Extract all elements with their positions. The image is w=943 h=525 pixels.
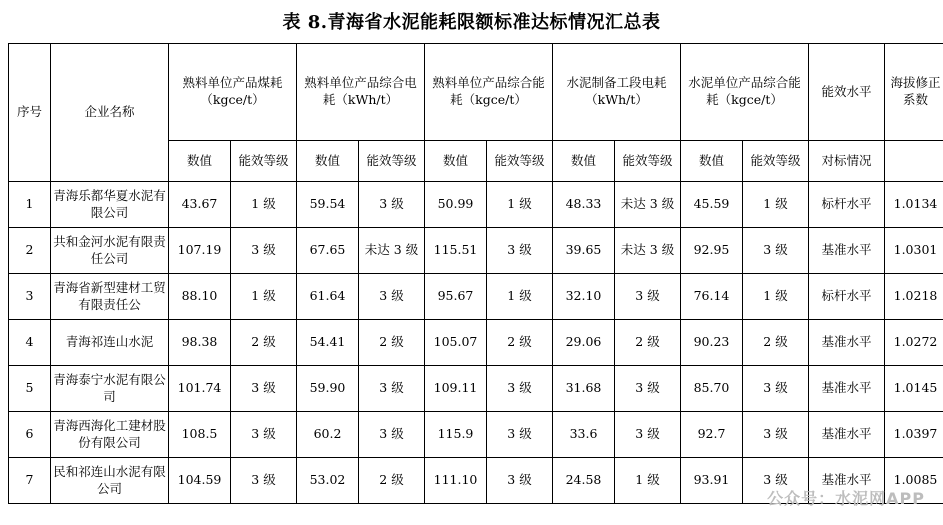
cell-power-value: 67.65 xyxy=(297,228,359,274)
cell-coal-grade: 3 级 xyxy=(231,412,297,458)
cell-benchmark: 基准水平 xyxy=(809,366,885,412)
cell-company: 民和祁连山水泥有限公司 xyxy=(51,458,169,504)
cell-power-grade: 3 级 xyxy=(359,182,425,228)
cell-company: 共和金河水泥有限责任公司 xyxy=(51,228,169,274)
cell-cement-power-grade: 3 级 xyxy=(615,366,681,412)
cell-cement-power-value: 32.10 xyxy=(553,274,615,320)
cell-cement-power-grade: 2 级 xyxy=(615,320,681,366)
cell-altitude: 1.0397 xyxy=(885,412,943,458)
cell-cement-comp-value: 76.14 xyxy=(681,274,743,320)
cell-comp-grade: 3 级 xyxy=(487,228,553,274)
cell-coal-grade: 3 级 xyxy=(231,458,297,504)
cell-benchmark: 基准水平 xyxy=(809,458,885,504)
cell-coal-grade: 3 级 xyxy=(231,228,297,274)
header-altitude-factor: 海拔修正系数 xyxy=(885,44,943,141)
cell-cement-power-value: 48.33 xyxy=(553,182,615,228)
cell-cement-comp-grade: 2 级 xyxy=(743,320,809,366)
page-title: 表 8.青海省水泥能耗限额标准达标情况汇总表 xyxy=(282,12,661,33)
table-row xyxy=(9,366,943,412)
cell-index: 6 xyxy=(9,412,51,458)
cell-benchmark: 标杆水平 xyxy=(809,274,885,320)
cell-altitude: 1.0272 xyxy=(885,320,943,366)
header-sub-benchmark: 对标情况 xyxy=(809,141,885,182)
cell-power-grade: 未达 3 级 xyxy=(359,228,425,274)
cell-coal-value: 108.5 xyxy=(169,412,231,458)
cell-benchmark: 基准水平 xyxy=(809,228,885,274)
cell-cement-power-value: 31.68 xyxy=(553,366,615,412)
cell-index: 2 xyxy=(9,228,51,274)
cell-coal-value: 98.38 xyxy=(169,320,231,366)
cell-index: 1 xyxy=(9,182,51,228)
cell-cement-power-grade: 3 级 xyxy=(615,412,681,458)
header-sub-grade-4: 能效等级 xyxy=(615,141,681,182)
cell-comp-value: 109.11 xyxy=(425,366,487,412)
cell-coal-grade: 2 级 xyxy=(231,320,297,366)
header-sub-grade-1: 能效等级 xyxy=(231,141,297,182)
cell-index: 4 xyxy=(9,320,51,366)
cell-comp-value: 105.07 xyxy=(425,320,487,366)
cell-coal-grade: 1 级 xyxy=(231,182,297,228)
cell-cement-power-grade: 3 级 xyxy=(615,274,681,320)
cell-company: 青海乐都华夏水泥有限公司 xyxy=(51,182,169,228)
cell-power-grade: 2 级 xyxy=(359,320,425,366)
table-row xyxy=(9,274,943,320)
header-company: 企业名称 xyxy=(51,44,169,182)
table-body xyxy=(9,182,943,504)
cell-coal-value: 101.74 xyxy=(169,366,231,412)
cell-power-value: 60.2 xyxy=(297,412,359,458)
cell-cement-comp-value: 85.70 xyxy=(681,366,743,412)
cell-coal-grade: 3 级 xyxy=(231,366,297,412)
header-sub-value-5: 数值 xyxy=(681,141,743,182)
header-energy-level: 能效水平 xyxy=(809,44,885,141)
header-sub-value-4: 数值 xyxy=(553,141,615,182)
cell-coal-value: 104.59 xyxy=(169,458,231,504)
cell-coal-value: 43.67 xyxy=(169,182,231,228)
cell-coal-grade: 1 级 xyxy=(231,274,297,320)
header-sub-grade-5: 能效等级 xyxy=(743,141,809,182)
header-group-cement-section-power: 水泥制备工段电耗（kWh/t） xyxy=(553,44,681,141)
cell-index: 3 xyxy=(9,274,51,320)
cell-cement-power-grade: 1 级 xyxy=(615,458,681,504)
cell-altitude: 1.0145 xyxy=(885,366,943,412)
cell-altitude: 1.0218 xyxy=(885,274,943,320)
cell-company: 青海省新型建材工贸有限责任公 xyxy=(51,274,169,320)
header-sub-grade-3: 能效等级 xyxy=(487,141,553,182)
table-header xyxy=(9,44,943,182)
cell-company: 青海西海化工建材股份有限公司 xyxy=(51,412,169,458)
cell-comp-grade: 1 级 xyxy=(487,182,553,228)
cell-comp-grade: 3 级 xyxy=(487,412,553,458)
cell-cement-comp-grade: 3 级 xyxy=(743,458,809,504)
cell-cement-power-value: 24.58 xyxy=(553,458,615,504)
cell-cement-comp-value: 92.95 xyxy=(681,228,743,274)
cell-index: 5 xyxy=(9,366,51,412)
header-group-cement-comprehensive: 水泥单位产品综合能耗（kgce/t） xyxy=(681,44,809,141)
cell-cement-comp-value: 92.7 xyxy=(681,412,743,458)
cell-benchmark: 基准水平 xyxy=(809,320,885,366)
cell-power-value: 53.02 xyxy=(297,458,359,504)
cell-power-value: 59.54 xyxy=(297,182,359,228)
cell-comp-grade: 3 级 xyxy=(487,366,553,412)
header-sub-value-1: 数值 xyxy=(169,141,231,182)
header-group-clinker-comprehensive: 熟料单位产品综合能耗（kgce/t） xyxy=(425,44,553,141)
cell-power-value: 54.41 xyxy=(297,320,359,366)
cell-cement-power-value: 39.65 xyxy=(553,228,615,274)
cell-company: 青海泰宁水泥有限公司 xyxy=(51,366,169,412)
cell-power-grade: 3 级 xyxy=(359,366,425,412)
header-sub-grade-2: 能效等级 xyxy=(359,141,425,182)
table-row xyxy=(9,412,943,458)
cell-comp-grade: 1 级 xyxy=(487,274,553,320)
cell-power-grade: 3 级 xyxy=(359,274,425,320)
cell-benchmark: 基准水平 xyxy=(809,412,885,458)
cell-cement-comp-value: 90.23 xyxy=(681,320,743,366)
cell-coal-value: 107.19 xyxy=(169,228,231,274)
cell-cement-comp-grade: 3 级 xyxy=(743,228,809,274)
header-index: 序号 xyxy=(9,44,51,182)
cell-comp-value: 115.51 xyxy=(425,228,487,274)
cell-cement-comp-grade: 1 级 xyxy=(743,274,809,320)
cell-power-grade: 2 级 xyxy=(359,458,425,504)
cell-comp-value: 95.67 xyxy=(425,274,487,320)
cell-cement-comp-value: 45.59 xyxy=(681,182,743,228)
cell-company: 青海祁连山水泥 xyxy=(51,320,169,366)
cell-altitude: 1.0085 xyxy=(885,458,943,504)
table-row xyxy=(9,458,943,504)
table-row xyxy=(9,228,943,274)
header-group-clinker-power: 熟料单位产品综合电耗（kWh/t） xyxy=(297,44,425,141)
cell-cement-power-value: 29.06 xyxy=(553,320,615,366)
cell-comp-value: 50.99 xyxy=(425,182,487,228)
header-sub-value-2: 数值 xyxy=(297,141,359,182)
cell-comp-grade: 3 级 xyxy=(487,458,553,504)
energy-consumption-table xyxy=(8,43,943,504)
cell-power-value: 59.90 xyxy=(297,366,359,412)
cell-index: 7 xyxy=(9,458,51,504)
cell-cement-comp-grade: 1 级 xyxy=(743,182,809,228)
cell-comp-grade: 2 级 xyxy=(487,320,553,366)
cell-benchmark: 标杆水平 xyxy=(809,182,885,228)
cell-cement-power-grade: 未达 3 级 xyxy=(615,228,681,274)
cell-power-grade: 3 级 xyxy=(359,412,425,458)
cell-altitude: 1.0134 xyxy=(885,182,943,228)
cell-coal-value: 88.10 xyxy=(169,274,231,320)
cell-cement-comp-grade: 3 级 xyxy=(743,366,809,412)
table-row xyxy=(9,182,943,228)
cell-cement-power-grade: 未达 3 级 xyxy=(615,182,681,228)
header-row-groups xyxy=(9,44,943,141)
header-sub-value-3: 数值 xyxy=(425,141,487,182)
cell-comp-value: 111.10 xyxy=(425,458,487,504)
cell-power-value: 61.64 xyxy=(297,274,359,320)
cell-cement-power-value: 33.6 xyxy=(553,412,615,458)
cell-comp-value: 115.9 xyxy=(425,412,487,458)
cell-cement-comp-value: 93.91 xyxy=(681,458,743,504)
cell-altitude: 1.0301 xyxy=(885,228,943,274)
cell-cement-comp-grade: 3 级 xyxy=(743,412,809,458)
watermark: 公众号：水泥网APP xyxy=(767,489,925,508)
table-row xyxy=(9,320,943,366)
header-group-clinker-coal: 熟料单位产品煤耗（kgce/t） xyxy=(169,44,297,141)
